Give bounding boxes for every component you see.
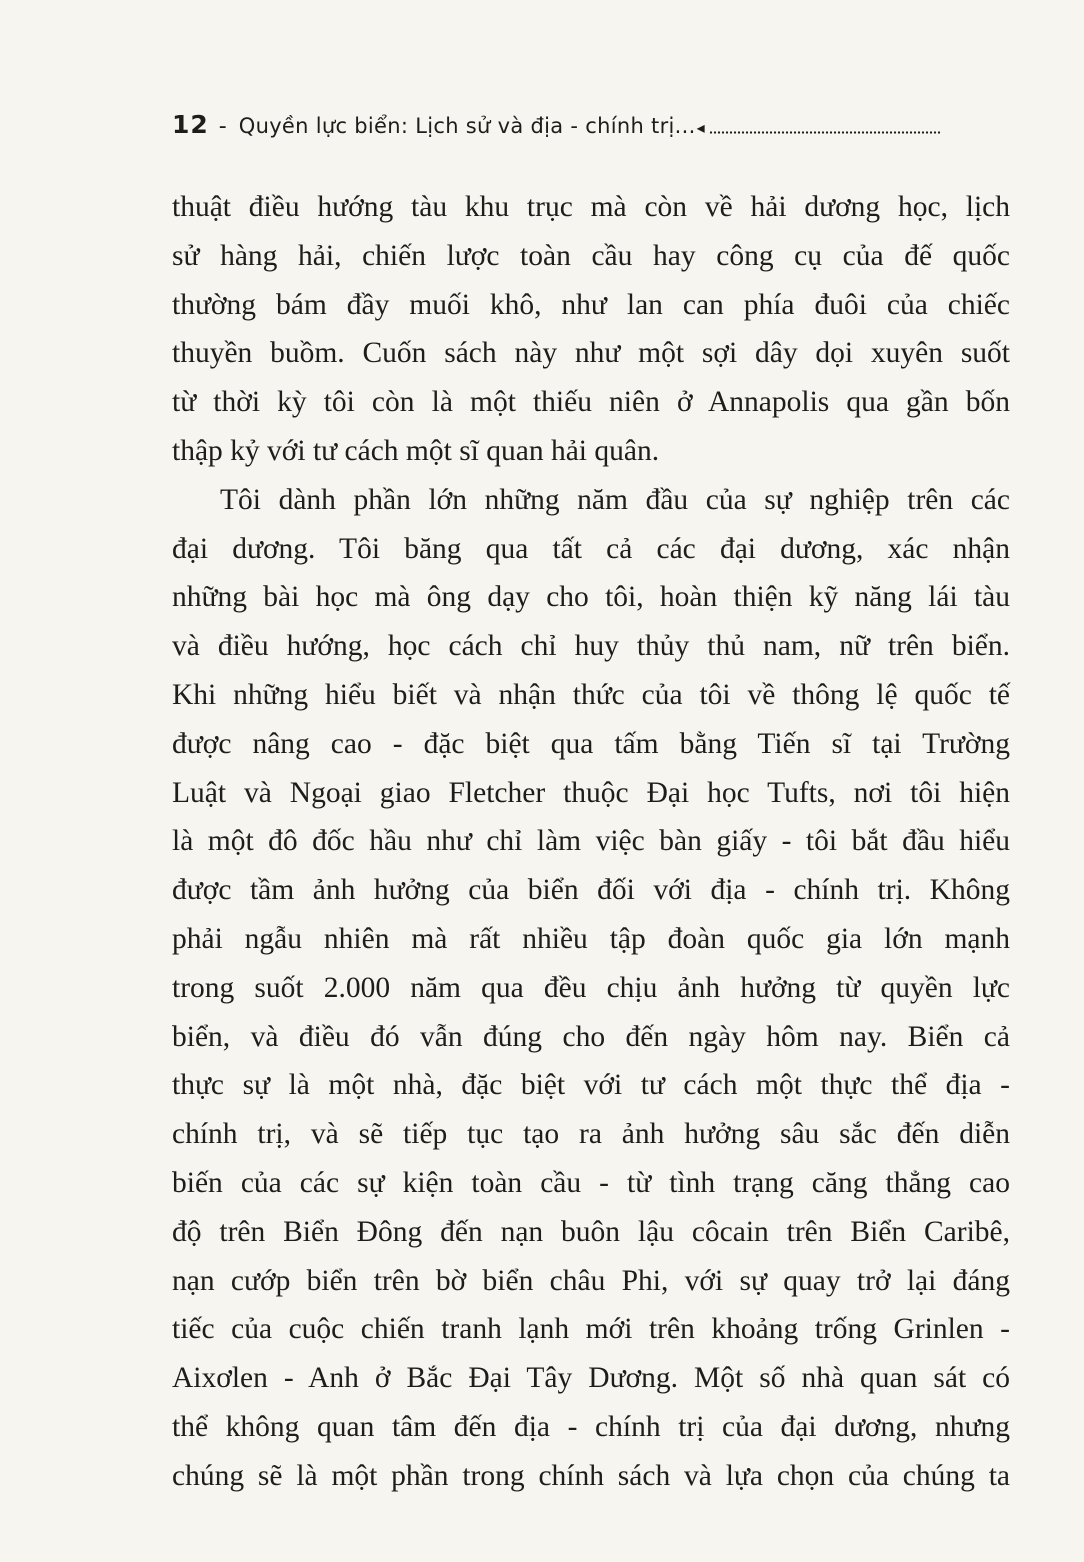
text-line: thể không quan tâm đến địa - chính trị của đại dương, nhưng	[172, 1410, 1010, 1443]
text-line: và điều hướng, học cách chỉ huy thủy thủ nam, nữ trên biển.	[172, 630, 1010, 663]
text-line: trong suốt 2.000 năm qua đều chịu ảnh hưởng từ quyền lực	[172, 971, 1010, 1004]
text-line: chúng sẽ là một phần trong chính sách và lựa chọn của chúng ta	[172, 1459, 1010, 1492]
text-line: Aixơlen - Anh ở Bắc Đại Tây Dương. Một số nhà quan sát có	[172, 1362, 1010, 1395]
text-line: chính trị, và sẽ tiếp tục tạo ra ảnh hưởng sâu sắc đến diễn	[172, 1118, 1010, 1151]
text-line: là một đô đốc hầu như chỉ làm việc bàn giấy - tôi bắt đầu hiểu	[172, 825, 1010, 858]
text-line: từ thời kỳ tôi còn là một thiếu niên ở Annapolis qua gần bốn	[172, 386, 1010, 419]
text-line: sử hàng hải, chiến lược toàn cầu hay công cụ của đế quốc	[172, 239, 1010, 272]
text-line: tiếc của cuộc chiến tranh lạnh mới trên khoảng trống Grinlen -	[172, 1313, 1010, 1346]
text-line: những bài học mà ông dạy cho tôi, hoàn thiện kỹ năng lái tàu	[172, 581, 1010, 614]
body-text	[172, 183, 1010, 1501]
running-header	[172, 110, 1012, 146]
paragraph-2	[172, 476, 1010, 1501]
text-line: được tầm ảnh hưởng của biển đối với địa - chính trị. Không	[172, 874, 1010, 907]
paragraph-1	[172, 183, 1010, 476]
text-line: phải ngẫu nhiên mà rất nhiều tập đoàn quốc gia lớn mạnh	[172, 922, 1010, 955]
dotted-leader	[709, 131, 941, 134]
arrow-left-icon: ◂	[696, 118, 705, 137]
text-line: độ trên Biển Đông đến nạn buôn lậu côcain trên Biển Caribê,	[172, 1215, 1010, 1248]
text-line: thực sự là một nhà, đặc biệt với tư cách một thực thể địa -	[172, 1069, 1010, 1102]
text-line: nạn cướp biển trên bờ biển châu Phi, với sự quay trở lại đáng	[172, 1264, 1010, 1297]
text-line: Tôi dành phần lớn những năm đầu của sự nghiệp trên các	[220, 483, 1010, 516]
text-line: đại dương. Tôi băng qua tất cả các đại dương, xác nhận	[172, 532, 1010, 565]
page-number: 12	[172, 110, 209, 139]
text-line: biến của các sự kiện toàn cầu - từ tình trạng căng thẳng cao	[172, 1166, 1010, 1199]
text-line: biển, và điều đó vẫn đúng cho đến ngày hôm nay. Biển cả	[172, 1020, 1010, 1053]
text-line: thường bám đầy muối khô, như lan can phía đuôi của chiếc	[172, 288, 1010, 321]
book-title: Quyền lực biển: Lịch sử và địa - chính trị...	[238, 114, 696, 138]
text-line: Luật và Ngoại giao Fletcher thuộc Đại học Tufts, nơi tôi hiện	[172, 776, 1010, 809]
text-line: được nâng cao - đặc biệt qua tấm bằng Tiến sĩ tại Trường	[172, 727, 1010, 760]
header-separator: -	[218, 114, 227, 139]
text-line: Khi những hiểu biết và nhận thức của tôi về thông lệ quốc tế	[172, 678, 1010, 711]
text-line: thuyền buồm. Cuốn sách này như một sợi dây dọi xuyên suốt	[172, 337, 1010, 370]
text-line: thuật điều hướng tàu khu trục mà còn về hải dương học, lịch	[172, 191, 1010, 223]
text-line: thập kỷ với tư cách một sĩ quan hải quân.	[172, 434, 660, 467]
